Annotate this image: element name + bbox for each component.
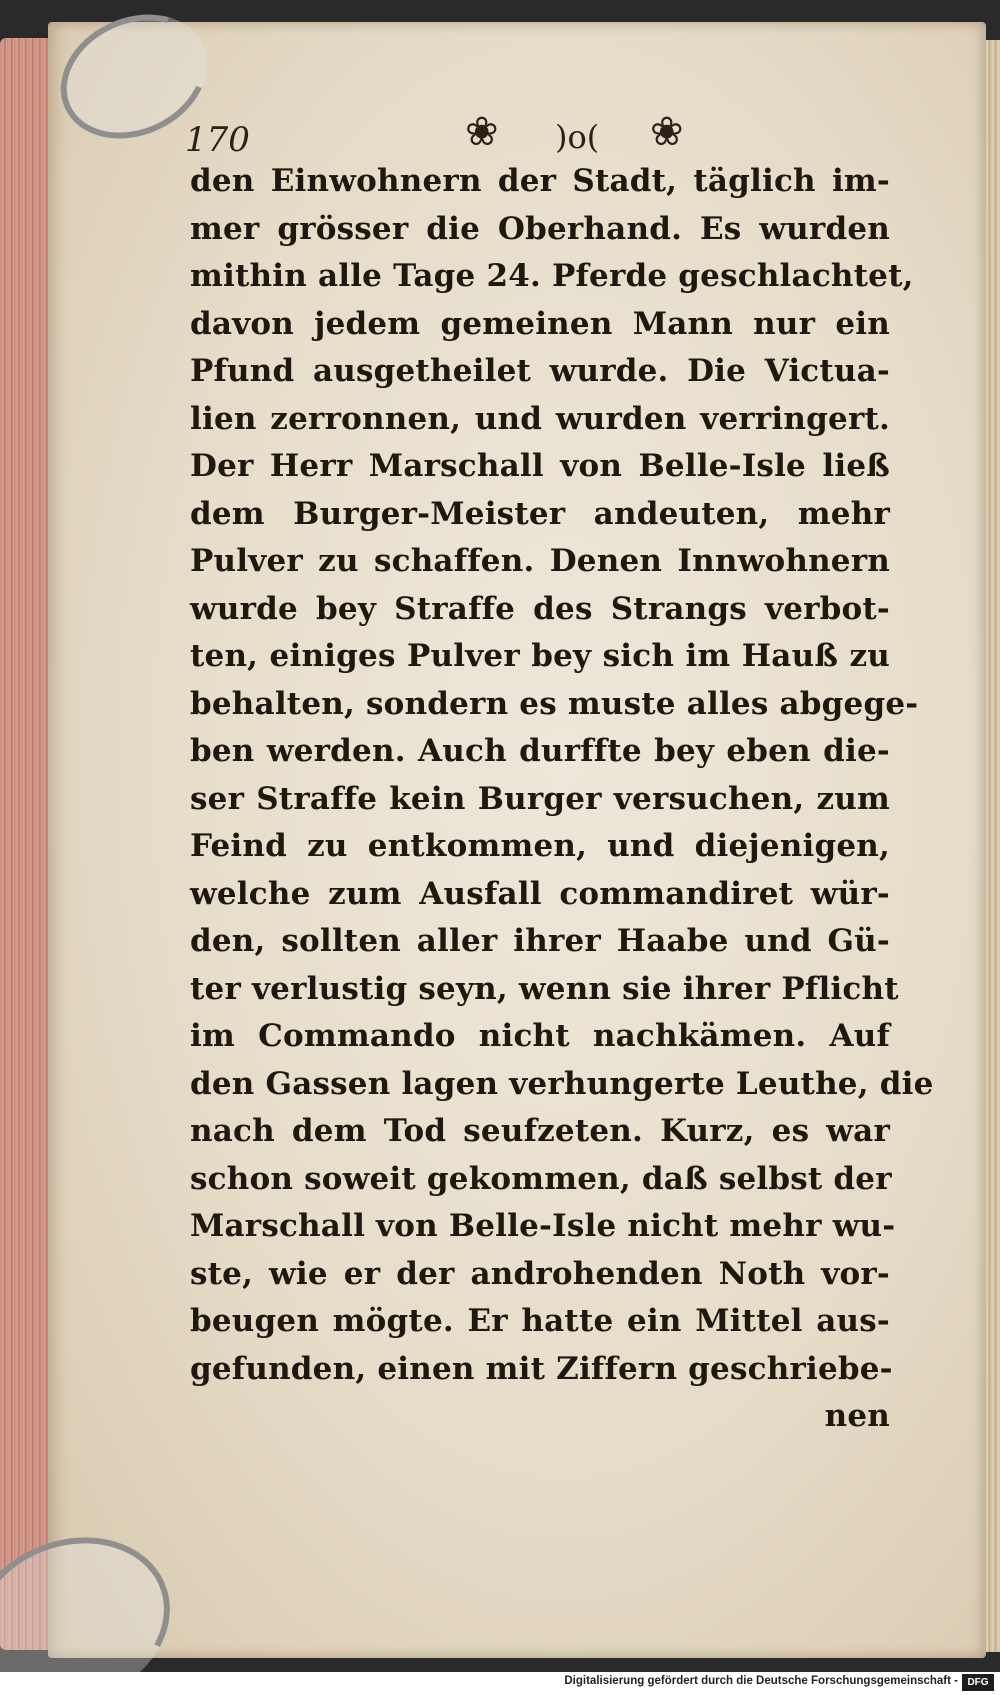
text-line: davon jedem gemeinen Mann nur ein [190,305,890,342]
text-line: den Einwohnern der Stadt, täglich im- [190,163,890,199]
flower-ornament-icon: ❀ [650,109,684,155]
funding-credit: Digitalisierung gefördert durch die Deutsche Forschungsgemeinschaft - [564,1675,958,1687]
text-line: behalten, sondern es muste alles abgege- [190,685,919,722]
text-line: nach dem Tod seufzeten. Kurz, es war [190,1113,890,1149]
text-line: Marschall von Belle-Isle nicht mehr wu- [190,1208,896,1244]
page-number: 170 [185,120,250,160]
running-header [185,109,925,162]
text-line: Der Herr Marschall von Belle-Isle ließ [190,448,890,484]
text-line: Feind zu entkommen, und diejenigen, [190,828,890,864]
text-line: welche zum Ausfall commandiret wür- [190,875,890,912]
text-line: Pfund ausgetheilet wurde. Die Victua- [190,353,890,389]
text-line: im Commando nicht nachkämen. Auf [190,1018,890,1054]
text-line: dem Burger-Meister andeuten, mehr [190,495,890,532]
body-text [190,158,934,1441]
dfg-logo: DFG [962,1674,994,1691]
text-line: mer grösser die Oberhand. Es wurden [190,210,890,247]
text-line: ten, einiges Pulver bey sich im Hauß zu [190,638,890,674]
text-line: ter verlustig seyn, wenn sie ihrer Pflicht [190,970,899,1007]
center-ornament: )o( [555,118,600,156]
text-line: ben werden. Auch durffte bey eben die- [190,733,890,769]
text-line: lien zerronnen, und wurden verringert. [190,400,890,437]
text-line: schon soweit gekommen, daß selbst der [190,1160,892,1197]
catchword: nen [824,1398,890,1434]
text-line: ser Straffe kein Burger versuchen, zum [190,780,890,817]
text-line: den Gassen lagen verhungerte Leuthe, die [190,1065,934,1102]
text-line: mithin alle Tage 24. Pferde geschlachtet, [190,258,914,294]
text-line: wurde bey Straffe des Strangs verbot- [190,590,890,627]
digitization-footer [0,1672,1000,1695]
text-line: ste, wie er der androhenden Noth vor- [190,1255,890,1292]
text-line: beugen mögte. Er hatte ein Mittel aus- [190,1303,890,1339]
text-line: Pulver zu schaffen. Denen Innwohnern [190,543,890,579]
text-line: den, sollten aller ihrer Haabe und Gü- [190,923,890,959]
flower-ornament-icon: ❀ [465,109,499,155]
text-line: gefunden, einen mit Ziffern geschriebe- [190,1350,893,1387]
